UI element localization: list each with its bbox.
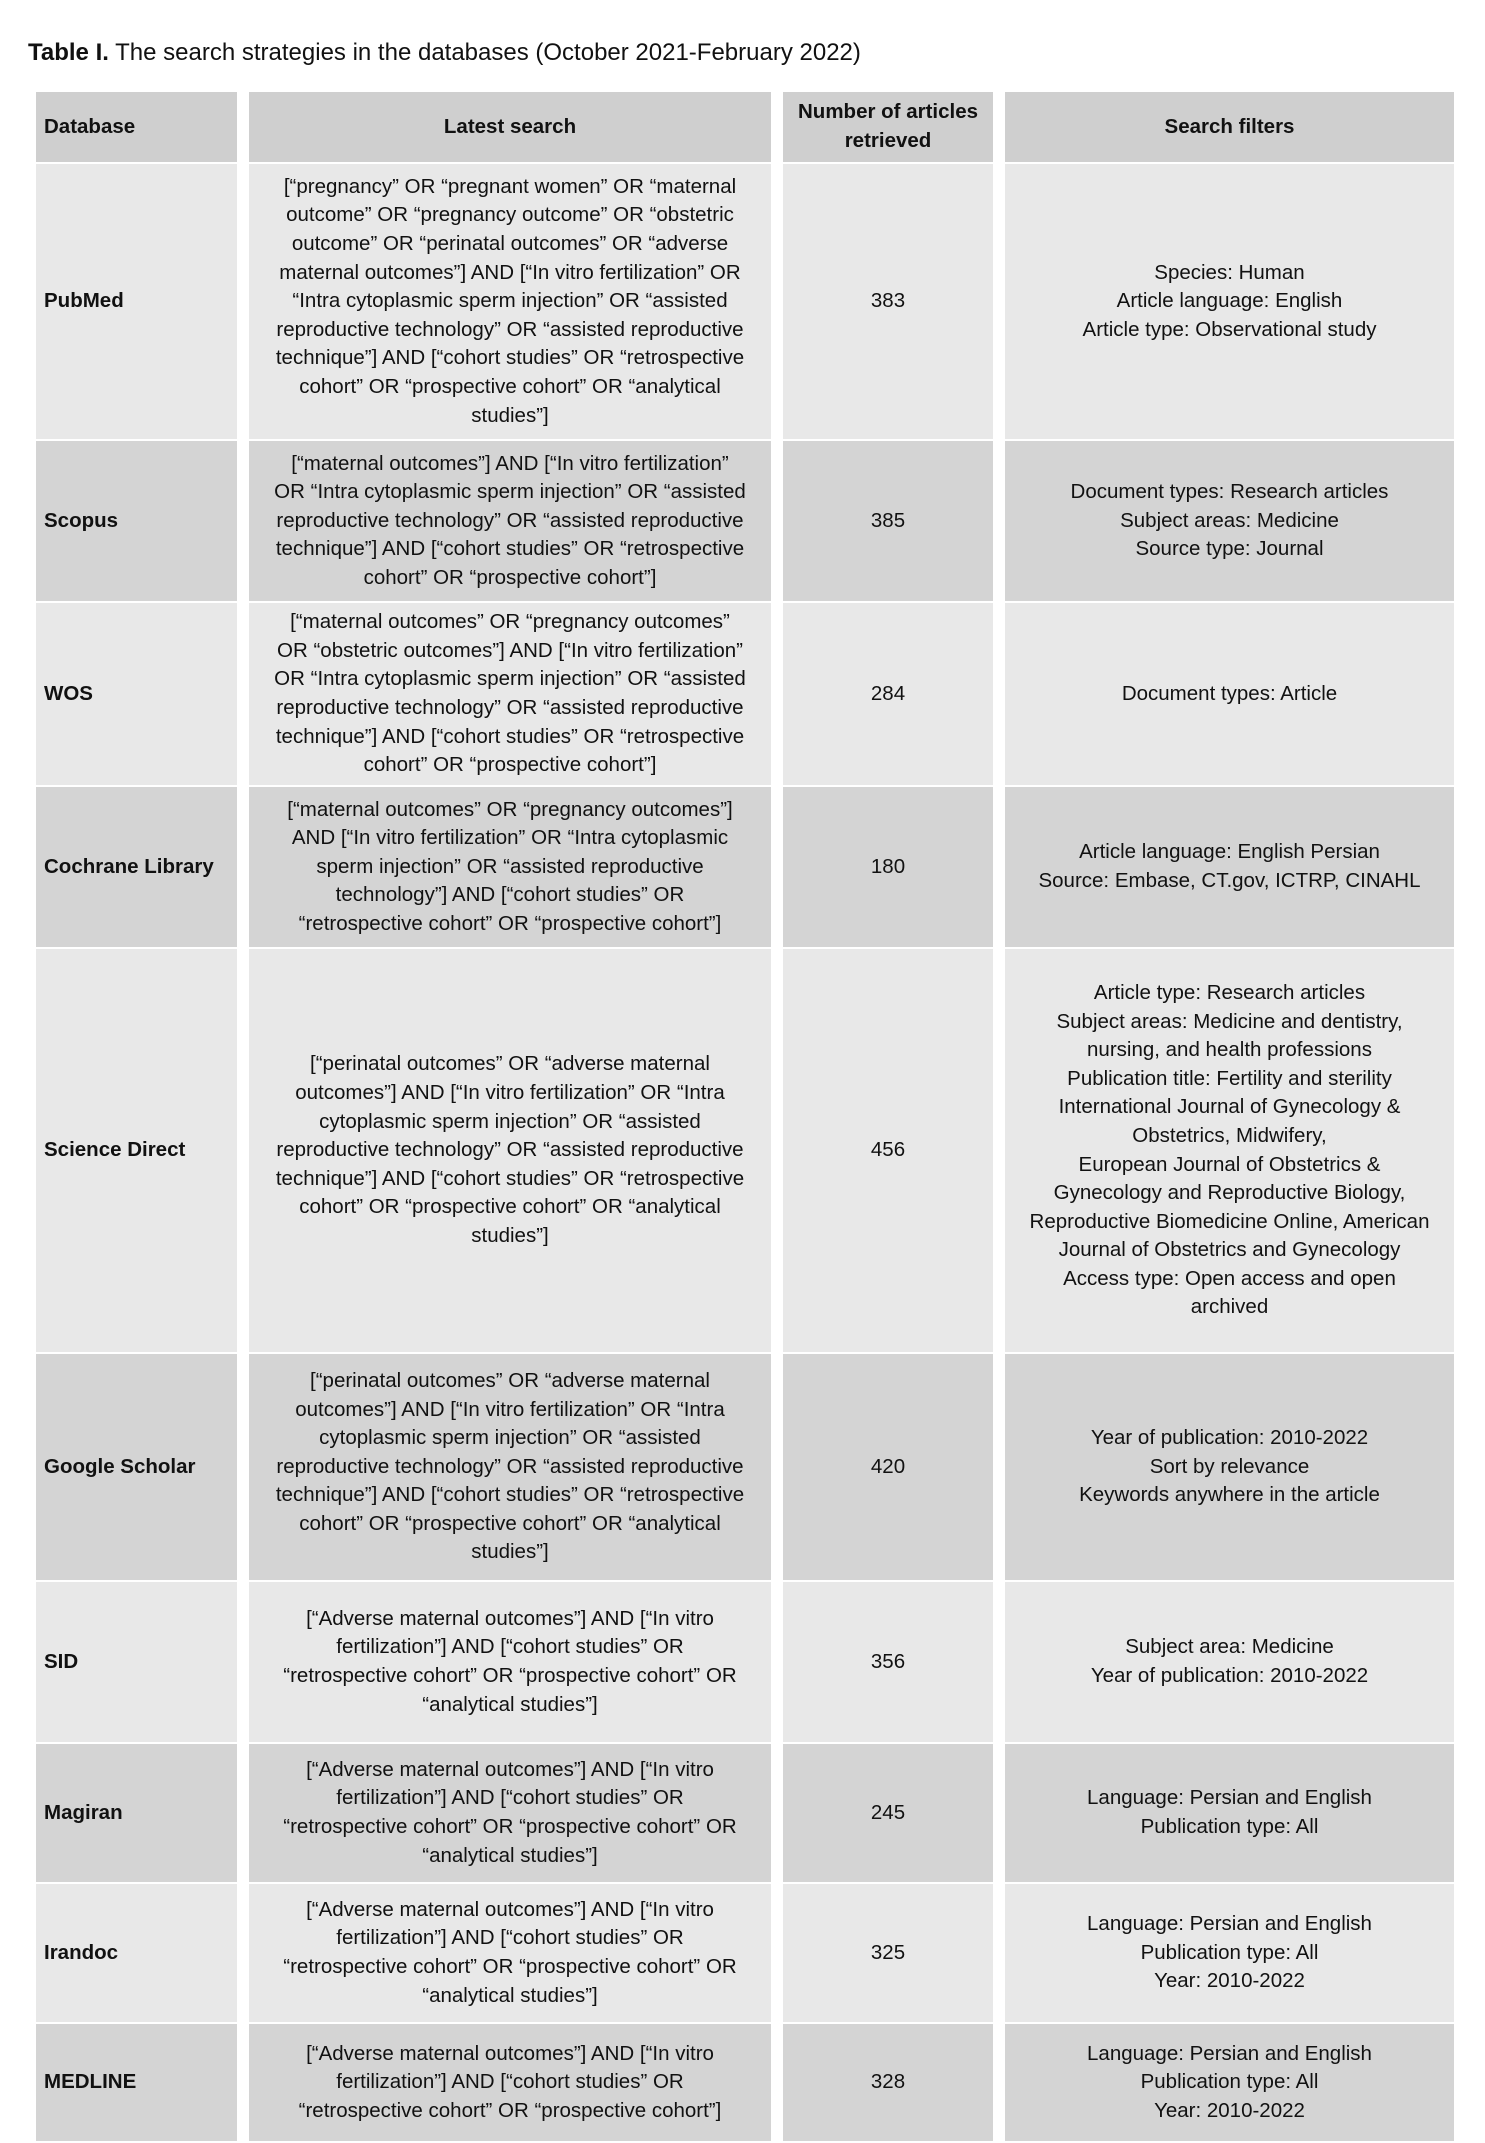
search-filter-line: Article type: Observational study <box>1082 317 1377 341</box>
search-query-line: technique”] AND [“cohort studies” OR “retrospective <box>275 1483 745 1507</box>
search-query-line: studies”] <box>471 1540 549 1564</box>
search-filter-line: Subject area: Medicine <box>1125 1635 1334 1659</box>
search-query-line: technique”] AND [“cohort studies” OR “retrospective <box>275 724 745 748</box>
search-filter-line: Language: Persian and English <box>1087 1912 1372 1936</box>
search-filter-line: Language: Persian and English <box>1087 2041 1372 2065</box>
search-query-line: reproductive technology” OR “assisted reproductive <box>276 508 744 532</box>
table-row <box>36 603 1454 787</box>
search-query-line: maternal outcomes”] AND [“In vitro fertilization” OR <box>279 260 741 284</box>
database-name: WOS <box>36 603 237 787</box>
search-query-line: “retrospective cohort” OR “prospective cohort” OR <box>283 1955 737 1978</box>
latest-search-query <box>249 1744 771 1884</box>
database-name: Magiran <box>36 1744 237 1884</box>
search-filters <box>1005 1354 1454 1582</box>
search-query-line: [“perinatal outcomes” OR “adverse maternal <box>310 1052 710 1076</box>
search-query-line: OR “obstetric outcomes”] AND [“In vitro fertilization” <box>277 638 743 662</box>
search-query-line: AND [“In vitro fertilization” OR “Intra cytoplasmic <box>291 826 729 850</box>
header-search-filters: Search filters <box>1005 92 1454 164</box>
latest-search-query <box>249 949 771 1354</box>
search-query-line: technique”] AND [“cohort studies” OR “retrospective <box>275 1166 745 1190</box>
search-filter-line: Language: Persian and English <box>1087 1786 1372 1810</box>
latest-search-query <box>249 2024 771 2143</box>
search-query-line: studies”] <box>471 1223 549 1247</box>
search-filter-line: nursing, and health professions <box>1087 1038 1372 1062</box>
search-query-line: fertilization”] AND [“cohort studies” OR <box>336 2070 684 2094</box>
search-query-line: [“maternal outcomes”] AND [“In vitro fertilization” <box>291 451 729 475</box>
search-filter-line: Source type: Journal <box>1135 537 1324 561</box>
articles-retrieved-count: 328 <box>783 2024 993 2143</box>
search-filter-line: Species: Human <box>1154 260 1305 284</box>
search-query-line: cytoplasmic sperm injection” OR “assisted <box>319 1426 701 1450</box>
search-filters <box>1005 603 1454 787</box>
search-filter-line: Publication type: All <box>1140 1815 1319 1838</box>
search-query-line: [“perinatal outcomes” OR “adverse maternal <box>310 1368 710 1392</box>
search-query-line: “analytical studies”] <box>422 1692 598 1716</box>
search-query-line: cohort” OR “prospective cohort” OR “analytical <box>299 1511 721 1535</box>
search-query-line: sperm injection” OR “assisted reproductive <box>316 854 704 878</box>
latest-search-query <box>249 1884 771 2024</box>
search-query-line: “Intra cytoplasmic sperm injection” OR “assisted <box>292 289 728 313</box>
search-filter-line: Year of publication: 2010-2022 <box>1090 1426 1369 1450</box>
search-filter-line: Year of publication: 2010-2022 <box>1090 1664 1369 1687</box>
search-filter-line: Keywords anywhere in the article <box>1079 1483 1380 1507</box>
search-filter-line: Obstetrics, Midwifery, <box>1132 1123 1327 1147</box>
search-query-line: OR “Intra cytoplasmic sperm injection” OR “assisted <box>274 667 746 691</box>
search-filter-line: European Journal of Obstetrics & <box>1078 1152 1381 1176</box>
search-query-line: outcome” OR “perinatal outcomes” OR “adverse <box>291 232 729 256</box>
articles-retrieved-count: 385 <box>783 441 993 603</box>
latest-search-query <box>249 441 771 603</box>
search-filter-line: Publication title: Fertility and sterility <box>1067 1066 1392 1090</box>
search-filters <box>1005 2024 1454 2143</box>
table-caption <box>28 36 861 70</box>
header-articles-retrieved: Number of articles retrieved <box>783 92 993 164</box>
table-row <box>36 2024 1454 2143</box>
search-query-line: reproductive technology” OR “assisted reproductive <box>276 317 744 341</box>
search-query-line: [“Adverse maternal outcomes”] AND [“In vitro <box>306 1606 714 1630</box>
search-query-line: cohort” OR “prospective cohort” OR “analytical <box>299 374 721 398</box>
table-row <box>36 1354 1454 1582</box>
database-name: PubMed <box>36 164 237 441</box>
search-query-line: reproductive technology” OR “assisted reproductive <box>276 1138 744 1162</box>
table-row <box>36 164 1454 441</box>
search-filters <box>1005 949 1454 1354</box>
search-query-line: technique”] AND [“cohort studies” OR “retrospective <box>275 346 745 370</box>
search-filter-line: Sort by relevance <box>1149 1454 1310 1478</box>
search-query-line: cytoplasmic sperm injection” OR “assisted <box>319 1109 701 1133</box>
table-row <box>36 1884 1454 2024</box>
search-filter-line: Publication type: All <box>1140 1940 1319 1964</box>
search-filter-line: Journal of Obstetrics and Gynecology <box>1058 1238 1401 1262</box>
search-filters <box>1005 1744 1454 1884</box>
database-name: Irandoc <box>36 1884 237 2024</box>
database-name: SID <box>36 1582 237 1744</box>
search-filter-line: Article language: English Persian <box>1079 840 1380 864</box>
search-query-line: [“maternal outcomes” OR “pregnancy outcomes” <box>290 610 730 634</box>
articles-retrieved-count: 420 <box>783 1354 993 1582</box>
search-query-line: “retrospective cohort” OR “prospective cohort”] <box>298 911 722 935</box>
latest-search-query <box>249 164 771 441</box>
search-query-line: “retrospective cohort” OR “prospective cohort” OR <box>283 1664 737 1687</box>
search-query-line: [“Adverse maternal outcomes”] AND [“In vitro <box>306 1897 714 1921</box>
database-name: Google Scholar <box>36 1354 237 1582</box>
search-filter-line: Document types: Research articles <box>1070 480 1389 504</box>
search-filter-line: Year: 2010-2022 <box>1154 2098 1305 2122</box>
latest-search-query <box>249 603 771 787</box>
database-name: MEDLINE <box>36 2024 237 2143</box>
search-filters <box>1005 1582 1454 1744</box>
table-body <box>36 164 1454 2143</box>
articles-retrieved-count: 383 <box>783 164 993 441</box>
search-filter-line: Reproductive Biomedicine Online, American <box>1029 1209 1430 1233</box>
search-filter-line: Subject areas: Medicine and dentistry, <box>1056 1009 1403 1033</box>
search-query-line: [“pregnancy” OR “pregnant women” OR “maternal <box>283 174 737 198</box>
table-row <box>36 1582 1454 1744</box>
search-query-line: “retrospective cohort” OR “prospective cohort” OR <box>283 1815 737 1838</box>
search-filter-line: Publication type: All <box>1140 2070 1319 2094</box>
search-query-line: fertilization”] AND [“cohort studies” OR <box>336 1786 684 1810</box>
search-query-line: [“Adverse maternal outcomes”] AND [“In vitro <box>306 2041 714 2065</box>
database-name: Science Direct <box>36 949 237 1354</box>
table-row <box>36 949 1454 1354</box>
search-query-line: technique”] AND [“cohort studies” OR “retrospective <box>275 537 745 561</box>
search-filter-line: International Journal of Gynecology & <box>1058 1095 1401 1119</box>
articles-retrieved-count: 356 <box>783 1582 993 1744</box>
database-name: Scopus <box>36 441 237 603</box>
search-query-line: OR “Intra cytoplasmic sperm injection” OR “assisted <box>274 480 746 504</box>
table-caption-label: Table I. <box>28 39 109 66</box>
search-filter-line: Source: Embase, CT.gov, ICTRP, CINAHL <box>1038 869 1421 892</box>
search-query-line: “retrospective cohort” OR “prospective cohort”] <box>298 2098 722 2122</box>
search-filter-line: Article type: Research articles <box>1093 980 1366 1004</box>
search-query-line: fertilization”] AND [“cohort studies” OR <box>336 1635 684 1659</box>
search-query-line: outcome” OR “pregnancy outcome” OR “obstetric <box>286 203 734 227</box>
table-row <box>36 441 1454 603</box>
table-caption-text: The search strategies in the databases (October 2021-February 2022) <box>108 39 861 66</box>
search-filter-line: Year: 2010-2022 <box>1154 1969 1305 1993</box>
header-latest-search: Latest search <box>249 92 771 164</box>
search-filter-line: Gynecology and Reproductive Biology, <box>1053 1181 1406 1205</box>
search-strategies-table <box>24 92 1466 2143</box>
database-name: Cochrane Library <box>36 787 237 949</box>
search-filters <box>1005 441 1454 603</box>
latest-search-query <box>249 1354 771 1582</box>
search-filter-line: Article language: English <box>1116 289 1343 313</box>
table-row <box>36 1744 1454 1884</box>
header-database: Database <box>36 92 237 164</box>
search-filters <box>1005 787 1454 949</box>
search-filter-line: archived <box>1190 1295 1269 1319</box>
search-query-line: reproductive technology” OR “assisted reproductive <box>276 696 744 719</box>
search-query-line: reproductive technology” OR “assisted reproductive <box>276 1454 744 1478</box>
search-filter-line: Document types: Article <box>1121 681 1338 705</box>
search-query-line: [“Adverse maternal outcomes”] AND [“In vitro <box>306 1757 714 1781</box>
articles-retrieved-count: 325 <box>783 1884 993 2024</box>
search-query-line: studies”] <box>471 403 549 427</box>
search-query-line: cohort” OR “prospective cohort”] <box>363 753 657 777</box>
table-row <box>36 787 1454 949</box>
latest-search-query <box>249 1582 771 1744</box>
search-query-line: outcomes”] AND [“In vitro fertilization” OR “Intra <box>295 1397 725 1421</box>
articles-retrieved-count: 284 <box>783 603 993 787</box>
search-filter-line: Subject areas: Medicine <box>1120 508 1339 532</box>
articles-retrieved-count: 245 <box>783 1744 993 1884</box>
search-query-line: [“maternal outcomes” OR “pregnancy outcomes”] <box>287 797 733 821</box>
search-query-line: “analytical studies”] <box>422 1843 598 1867</box>
table-header-row <box>36 92 1454 164</box>
search-query-line: technology”] AND [“cohort studies” OR <box>335 883 685 907</box>
search-query-line: fertilization”] AND [“cohort studies” OR <box>336 1926 684 1950</box>
search-query-line: “analytical studies”] <box>422 1983 598 2007</box>
latest-search-query <box>249 787 771 949</box>
articles-retrieved-count: 456 <box>783 949 993 1354</box>
articles-retrieved-count: 180 <box>783 787 993 949</box>
search-query-line: outcomes”] AND [“In vitro fertilization” OR “Intra <box>295 1081 725 1105</box>
search-query-line: cohort” OR “prospective cohort” OR “analytical <box>299 1195 721 1219</box>
search-query-line: cohort” OR “prospective cohort”] <box>363 565 657 589</box>
search-filter-line: Access type: Open access and open <box>1063 1266 1396 1290</box>
search-filters <box>1005 1884 1454 2024</box>
search-filters <box>1005 164 1454 441</box>
